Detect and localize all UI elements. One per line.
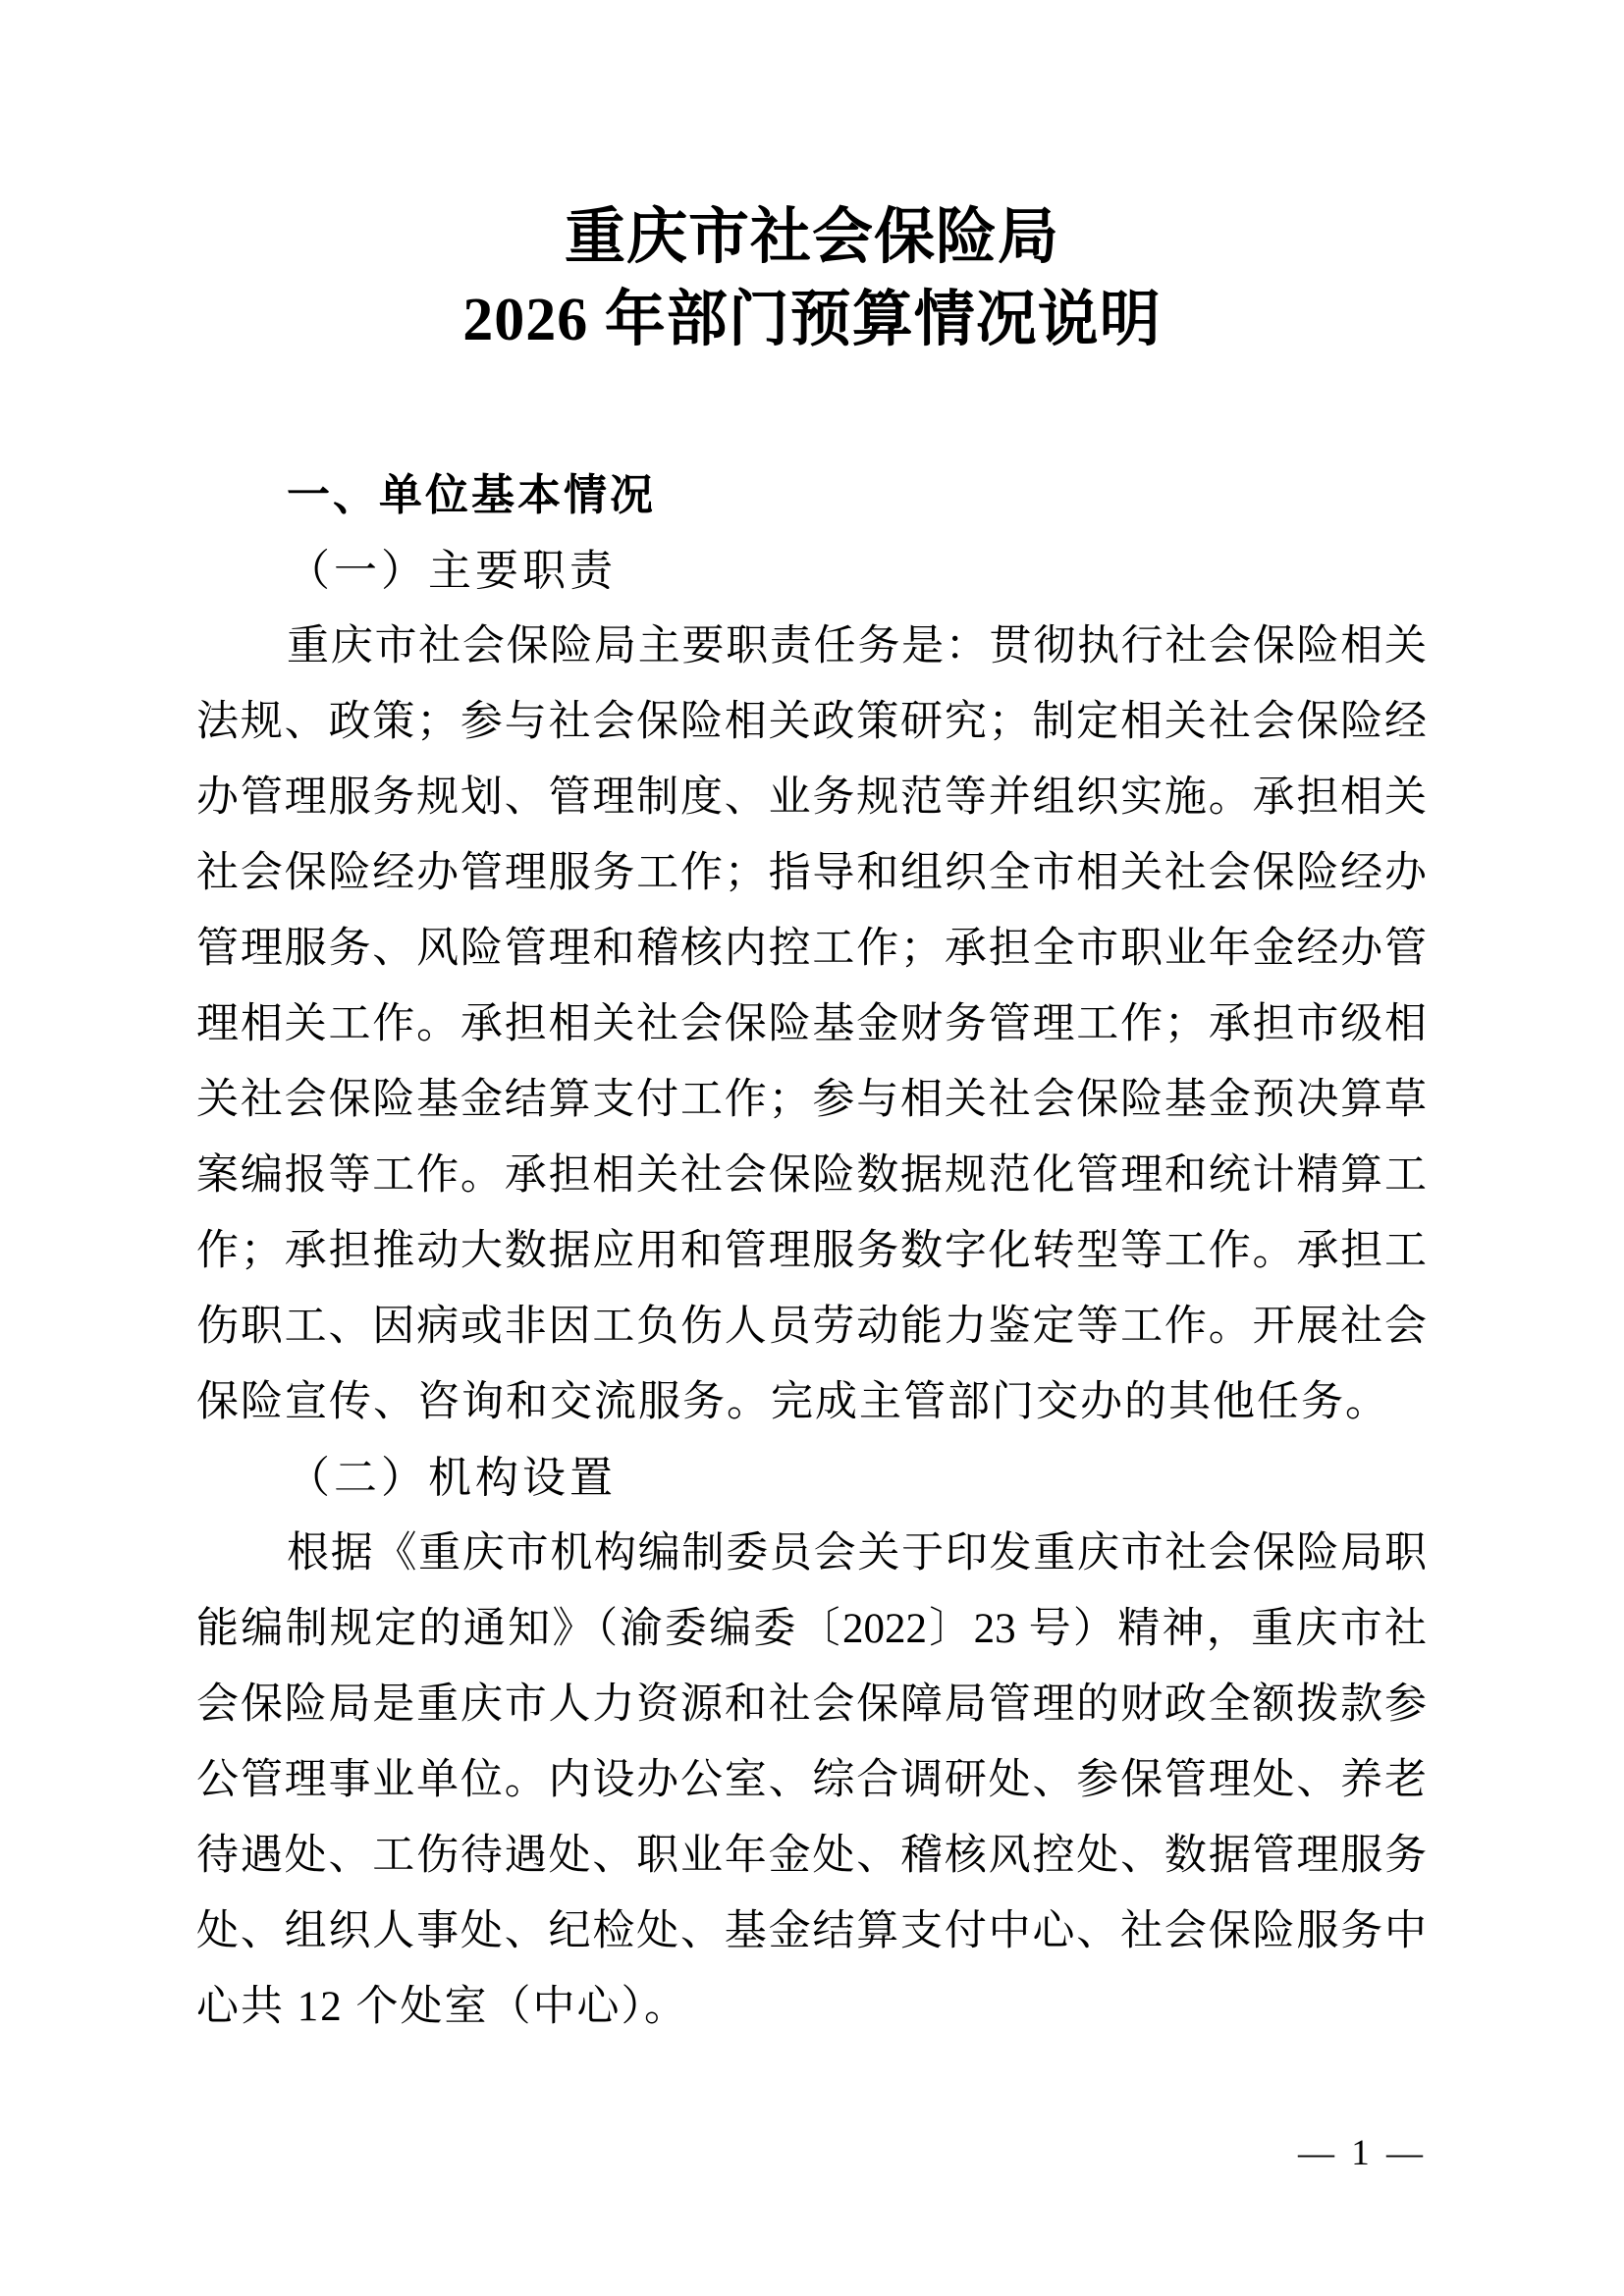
document-body xyxy=(196,457,1427,2045)
paragraph-1-line: 管理服务、风险管理和稽核内控工作；承担全市职业年金经办管 xyxy=(196,926,1427,972)
title-line-2: 2026 年部门预算情况说明 xyxy=(462,287,1162,353)
paragraph-2-line: 会保险局是重庆市人力资源和社会保障局管理的财政全额拨款参 xyxy=(196,1682,1427,1728)
paragraph-1-line: 案编报等工作。承担相关社会保险数据规范化管理和统计精算工 xyxy=(196,1152,1427,1199)
paragraph-2-line: 公管理事业单位。内设办公室、综合调研处、参保管理处、养老 xyxy=(196,1757,1427,1803)
subsection-2-heading: （二）机构设置 xyxy=(287,1454,617,1502)
paragraph-1-line: 法规、政策；参与社会保险相关政策研究；制定相关社会保险经 xyxy=(196,699,1427,745)
paragraph-1-line: 关社会保险基金结算支付工作；参与相关社会保险基金预决算草 xyxy=(196,1077,1427,1123)
section-1-heading: 一、单位基本情况 xyxy=(287,471,656,519)
paragraph-1-line: 作；承担推动大数据应用和管理服务数字化转型等工作。承担工 xyxy=(196,1228,1427,1274)
paragraph-1-line: 保险宣传、咨询和交流服务。完成主管部门交办的其他任务。 xyxy=(196,1379,1389,1425)
paragraph-2-line: 心共 12 个处室（中心）。 xyxy=(196,1984,688,2030)
paragraph-1-line: 重庆市社会保险局主要职责任务是：贯彻执行社会保险相关 xyxy=(287,623,1427,669)
page-number: — 1 — xyxy=(1298,2133,1427,2173)
paragraph-2-line: 待遇处、工伤待遇处、职业年金处、稽核风控处、数据管理服务 xyxy=(196,1833,1427,1879)
paragraph-1-line: 伤职工、因病或非因工负伤人员劳动能力鉴定等工作。开展社会 xyxy=(196,1304,1427,1350)
paragraph-2-line: 根据《重庆市机构编制委员会关于印发重庆市社会保险局职 xyxy=(287,1530,1427,1576)
subsection-1-heading: （一）主要职责 xyxy=(287,547,617,595)
paragraph-1-line: 办管理服务规划、管理制度、业务规范等并组织实施。承担相关 xyxy=(196,774,1427,821)
document-title xyxy=(0,0,1624,361)
paragraph-2-line: 能编制规定的通知》（渝委编委〔2022〕23 号）精神，重庆市社 xyxy=(196,1606,1427,1652)
title-line-1: 重庆市社会保险局 xyxy=(564,204,1059,271)
paragraph-1-line: 社会保险经办管理服务工作；指导和组织全市相关社会保险经办 xyxy=(196,850,1427,896)
paragraph-1-line: 理相关工作。承担相关社会保险基金财务管理工作；承担市级相 xyxy=(196,1001,1427,1047)
paragraph-2-line: 处、组织人事处、纪检处、基金结算支付中心、社会保险服务中 xyxy=(196,1908,1427,1954)
